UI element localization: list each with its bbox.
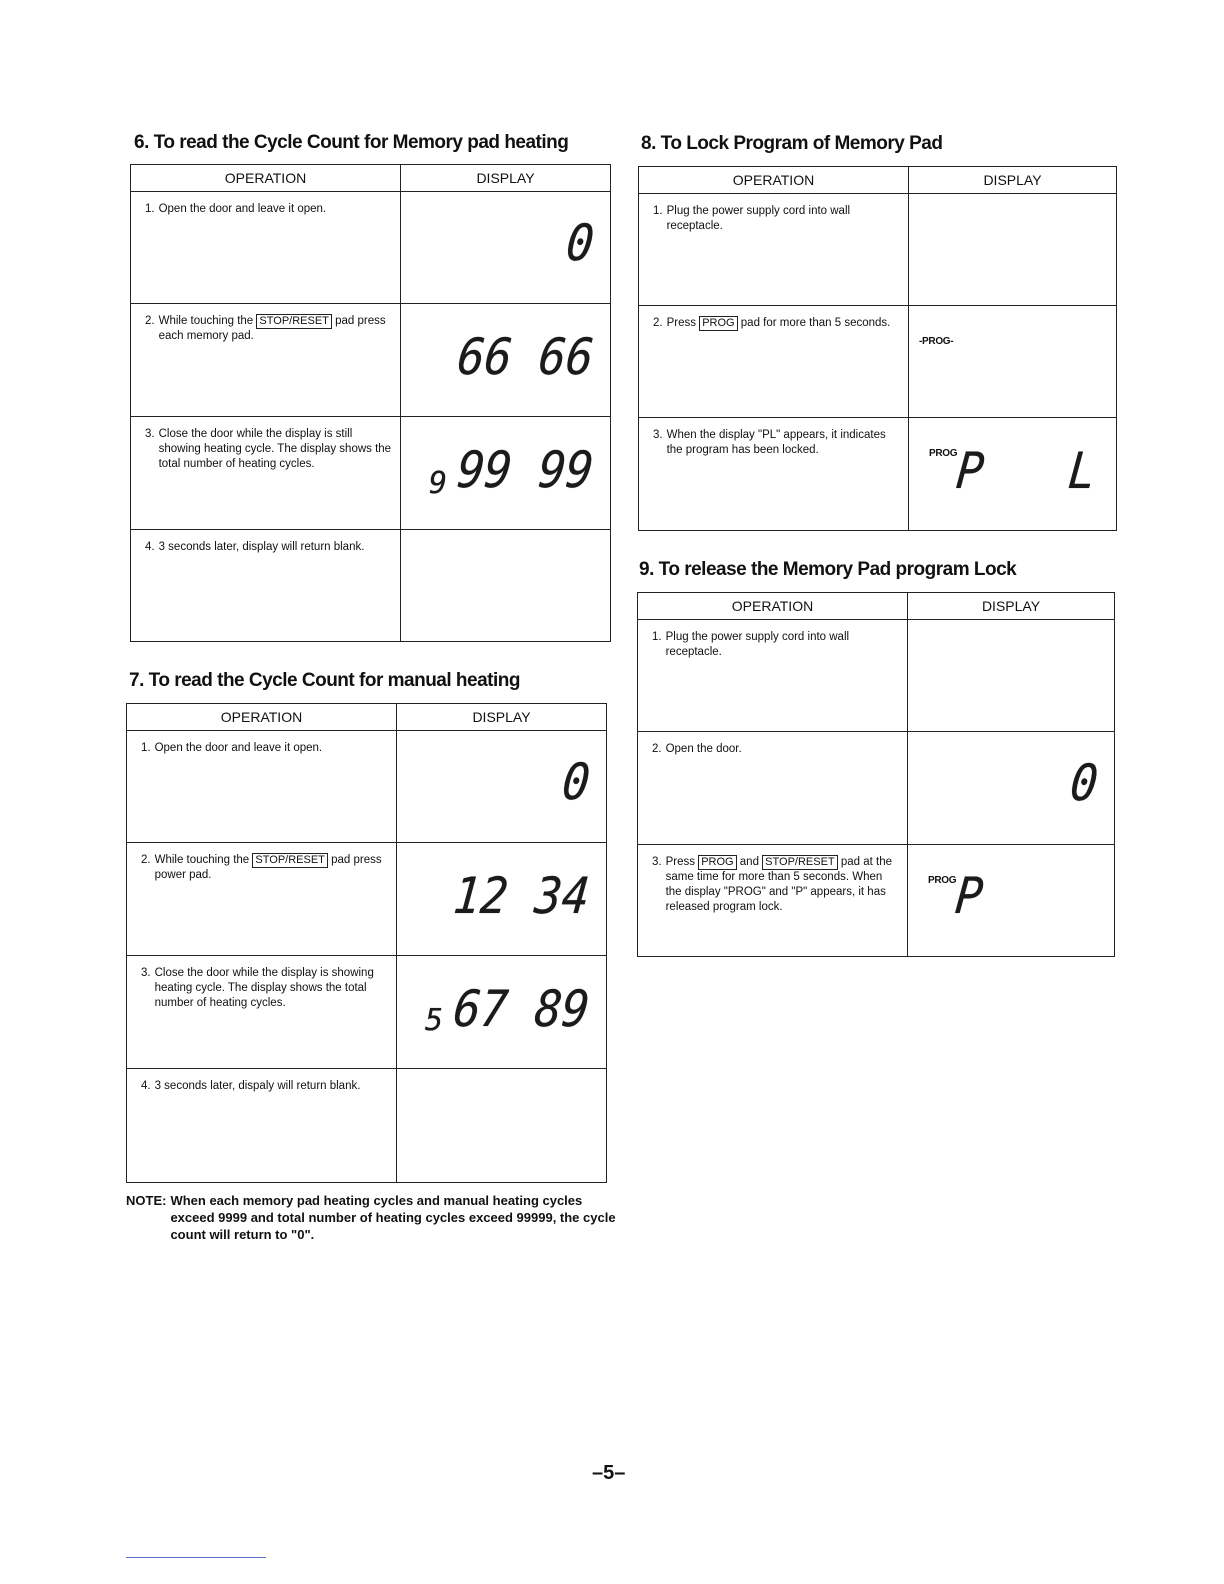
blank-display — [397, 1069, 606, 1182]
display-header: DISPLAY — [908, 593, 1115, 620]
stop-reset-key-label: STOP/RESET — [256, 314, 331, 329]
stop-reset-key-label: STOP/RESET — [252, 853, 327, 868]
table-row — [639, 194, 1117, 306]
table-header — [639, 167, 1117, 194]
table-release-lock — [637, 592, 1115, 957]
step-text-end: pad press power pad. — [154, 854, 382, 881]
seven-segment-l: L — [1065, 442, 1099, 500]
seven-segment-display: 99 99 — [455, 441, 597, 499]
step-text: Plug the power supply cord into wall receptacle. — [666, 205, 851, 232]
table-row — [127, 1069, 607, 1183]
step-text: 3 seconds later, dispaly will return blank. — [154, 1080, 361, 1092]
step-number: 1. — [141, 742, 151, 754]
step-number: 3. — [652, 856, 662, 868]
step-number: 2. — [141, 854, 151, 866]
seven-segment-display: 0 — [563, 214, 597, 272]
step-number: 1. — [145, 203, 155, 215]
table-row — [639, 306, 1117, 418]
step-text-and: and — [736, 856, 763, 868]
step-text: Close the door while the display is still showing heating cycle. The display shows the total number of heating cycles. — [158, 428, 392, 470]
table-cycle-count-memory-pad — [130, 164, 611, 642]
stop-reset-key-label: STOP/RESET — [762, 855, 837, 870]
seven-segment-display: 66 66 — [455, 328, 597, 386]
step-number: 2. — [653, 317, 663, 329]
section-7-title: 7. To read the Cycle Count for manual heating — [129, 670, 520, 691]
blank-display — [909, 194, 1116, 305]
step-text: While touching the — [154, 854, 253, 866]
seven-segment-p: P — [953, 442, 987, 500]
page-number: –5– — [592, 1462, 626, 1484]
table-row — [127, 956, 607, 1069]
display-header: DISPLAY — [401, 165, 611, 192]
section-8-title: 8. To Lock Program of Memory Pad — [641, 133, 943, 154]
step-text: Open the door. — [665, 743, 742, 755]
step-text: 3 seconds later, display will return blank. — [158, 541, 365, 553]
display-header: DISPLAY — [397, 704, 607, 731]
step-text: Press — [665, 856, 699, 868]
operation-header: OPERATION — [127, 704, 397, 731]
table-row — [638, 845, 1115, 957]
table-lock-program — [638, 166, 1117, 531]
footnote — [126, 1192, 616, 1243]
section-9 — [639, 559, 1016, 581]
operation-header: OPERATION — [638, 593, 908, 620]
blank-display — [908, 620, 1114, 731]
section-6 — [134, 132, 568, 154]
section-9-title: 9. To release the Memory Pad program Lock — [639, 559, 1017, 580]
step-number: 3. — [141, 967, 151, 979]
table-row — [127, 731, 607, 843]
step-number: 4. — [141, 1080, 151, 1092]
operation-header: OPERATION — [131, 165, 401, 192]
table-header — [638, 593, 1115, 620]
step-number: 3. — [145, 428, 155, 440]
step-number: 2. — [652, 743, 662, 755]
display-header: DISPLAY — [909, 167, 1117, 194]
blank-display — [401, 530, 610, 641]
seven-segment-p: P — [952, 867, 986, 925]
step-number: 1. — [653, 205, 663, 217]
step-number: 1. — [652, 631, 662, 643]
table-row — [131, 304, 611, 417]
step-text-end: pad for more than 5 seconds. — [737, 317, 891, 329]
seven-segment-display: 67 89 — [451, 980, 593, 1038]
note-label: NOTE: — [126, 1193, 167, 1208]
table-row — [638, 620, 1115, 732]
table-row — [639, 418, 1117, 531]
seven-segment-display: 0 — [1067, 754, 1101, 812]
operation-header: OPERATION — [639, 167, 909, 194]
table-row — [131, 192, 611, 304]
table-header — [131, 165, 611, 192]
prog-indicator: PROG — [929, 448, 958, 459]
step-text: Open the door and leave it open. — [158, 203, 327, 215]
step-number: 4. — [145, 541, 155, 553]
note-text: When each memory pad heating cycles and manual heating cycles exceed 9999 and total number of heating cycles exceed 99999, the cycle count will return to "0". — [170, 1193, 616, 1242]
table-header — [127, 704, 607, 731]
step-text: Close the door while the display is showing heating cycle. The display shows the total number of heating cycles. — [154, 967, 374, 1009]
prog-key-label: PROG — [698, 855, 736, 870]
prog-indicator: PROG — [928, 875, 957, 886]
table-cycle-count-manual — [126, 703, 607, 1183]
step-text: When the display "PL" appears, it indicates the program has been locked. — [666, 429, 886, 456]
section-8 — [641, 133, 942, 155]
blinking-prog-indicator: -PROG- — [919, 336, 954, 347]
table-row — [131, 417, 611, 530]
step-text: While touching the — [158, 315, 257, 327]
section-7 — [129, 670, 520, 692]
table-row — [131, 530, 611, 642]
section-6-title: 6. To read the Cycle Count for Memory pad heating — [134, 132, 569, 153]
footer-rule — [126, 1557, 266, 1558]
seven-segment-display: 0 — [559, 753, 593, 811]
segment-prefix-digit: 5 — [425, 1003, 444, 1038]
step-text-end: pad at the same time for more than 5 seconds. When the display "PROG" and "P" appears, it has released program lock. — [665, 856, 893, 913]
seven-segment-display: 12 34 — [451, 867, 593, 925]
table-row — [127, 843, 607, 956]
step-text: Press — [666, 317, 700, 329]
step-text: Plug the power supply cord into wall receptacle. — [665, 631, 850, 658]
segment-prefix-digit: 9 — [429, 466, 448, 501]
step-text-end: pad press each memory pad. — [158, 315, 386, 342]
step-number: 3. — [653, 429, 663, 441]
step-number: 2. — [145, 315, 155, 327]
prog-key-label: PROG — [699, 316, 737, 331]
step-text: Open the door and leave it open. — [154, 742, 323, 754]
table-row — [638, 732, 1115, 845]
